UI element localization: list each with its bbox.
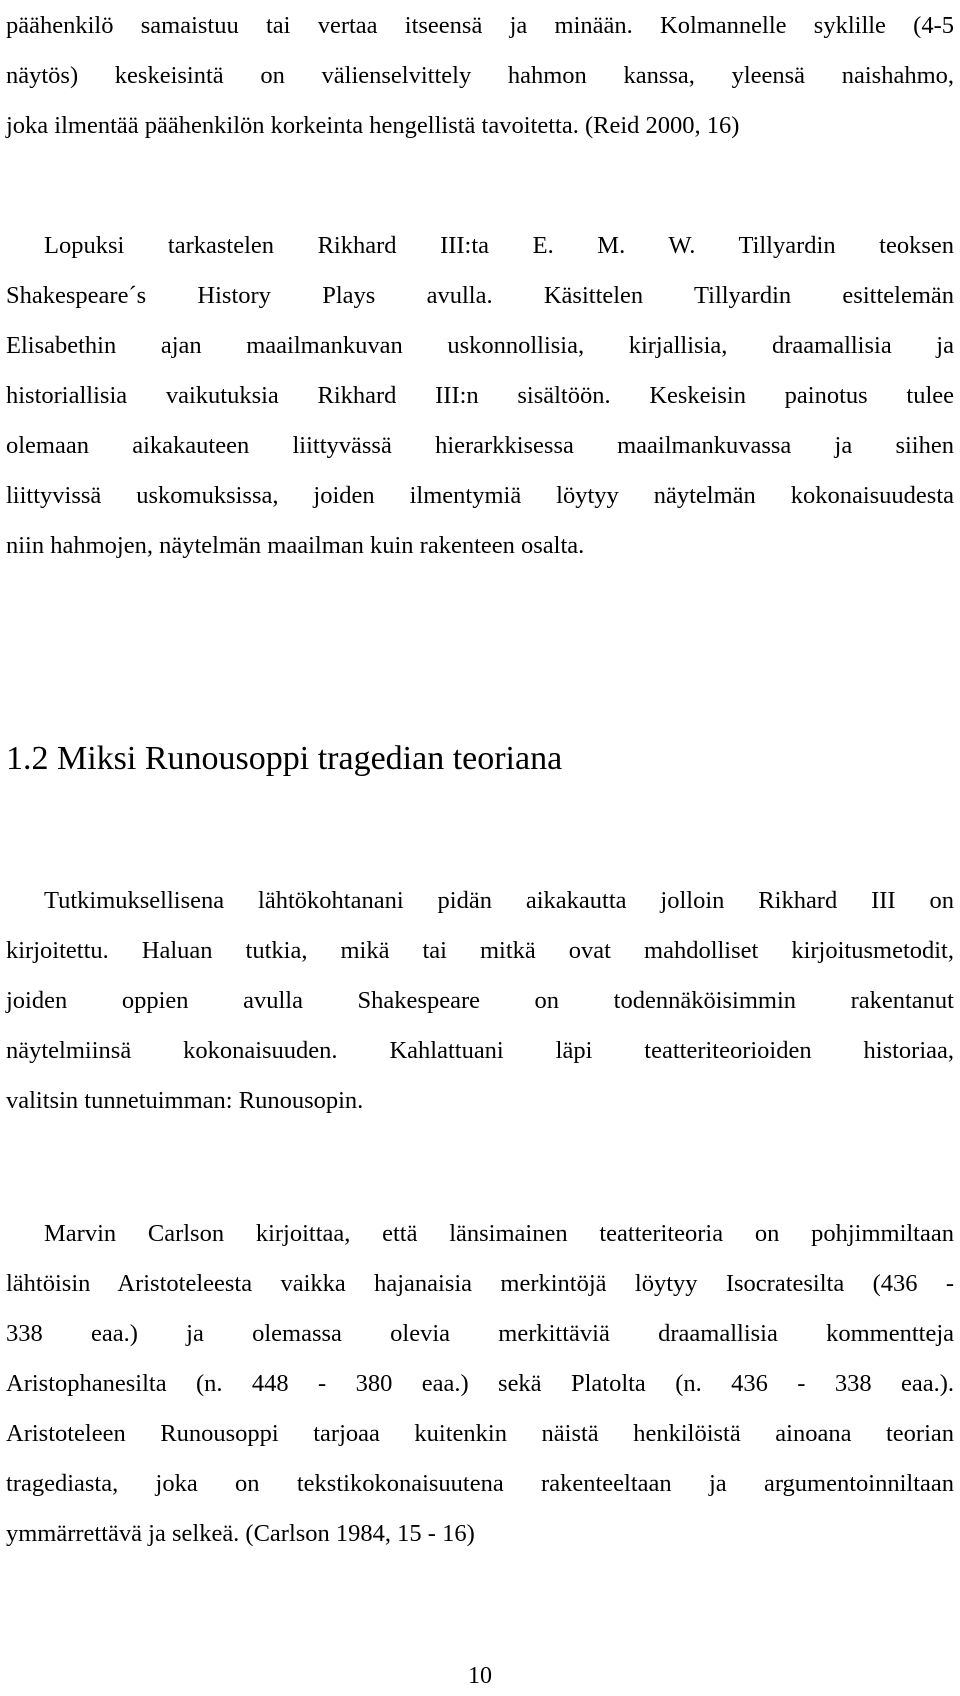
text-line: historiallisia vaikutuksia Rikhard III:n sisältöön. Keskeisin painotus tulee [6,382,954,409]
paragraph-continued [6,1,954,151]
text-line: kirjoitettu. Haluan tutkia, mikä tai mitkä ovat mahdolliset kirjoitusmetodit, [6,937,954,964]
text-line: lähtöisin Aristoteleesta vaikka hajanaisia merkintöjä löytyy Isocratesilta (436 - [6,1270,954,1297]
text-line: Aristoteleen Runousoppi tarjoaa kuitenkin näistä henkilöistä ainoana teorian [6,1420,954,1447]
text-line: Lopuksi tarkastelen Rikhard III:ta E. M. W. Tillyardin teoksen [44,232,954,259]
text-line: ymmärrettävä ja selkeä. (Carlson 1984, 15 - 16) [6,1520,475,1547]
text-line: tragediasta, joka on tekstikokonaisuutena rakenteeltaan ja argumentoinniltaan [6,1470,954,1497]
text-line: Tutkimuksellisena lähtökohtanani pidän aikakautta jolloin Rikhard III on [44,887,954,914]
text-line: näytelmiinsä kokonaisuuden. Kahlattuani läpi teatteriteorioiden historiaa, [6,1037,954,1064]
section-heading: 1.2 Miksi Runousoppi tragedian teoriana [6,740,563,777]
text-line: päähenkilö samaistuu tai vertaa itseensä ja minään. Kolmannelle syklille (4-5 [6,12,954,39]
text-line: olemaan aikakauteen liittyvässä hierarkkisessa maailmankuvassa ja siihen [6,432,954,459]
text-line: joka ilmentää päähenkilön korkeinta hengellistä tavoitetta. (Reid 2000, 16) [6,112,740,139]
paragraph-research-starting-point [6,876,954,1126]
text-line: niin hahmojen, näytelmän maailman kuin rakenteen osalta. [6,532,585,559]
text-line: joiden oppien avulla Shakespeare on todennäköisimmin rakentanut [6,987,954,1014]
paragraph-tillyard [6,221,954,571]
paragraph-carlson [6,1209,954,1559]
text-line: liittyvissä uskomuksissa, joiden ilmentymiä löytyy näytelmän kokonaisuudesta [6,482,954,509]
text-line: Shakespeare´s History Plays avulla. Käsittelen Tillyardin esittelemän [6,282,954,309]
text-line: Marvin Carlson kirjoittaa, että länsimainen teatteriteoria on pohjimmiltaan [44,1220,954,1247]
text-line: 338 eaa.) ja olemassa olevia merkittäviä draamallisia kommentteja [6,1320,954,1347]
page-number: 10 [468,1663,492,1689]
text-line: Aristophanesilta (n. 448 - 380 eaa.) sekä Platolta (n. 436 - 338 eaa.). [6,1370,954,1397]
text-line: valitsin tunnetuimman: Runousopin. [6,1087,364,1114]
text-line: näytös) keskeisintä on välienselvittely hahmon kanssa, yleensä naishahmo, [6,62,954,89]
text-line: Elisabethin ajan maailmankuvan uskonnollisia, kirjallisia, draamallisia ja [6,332,954,359]
